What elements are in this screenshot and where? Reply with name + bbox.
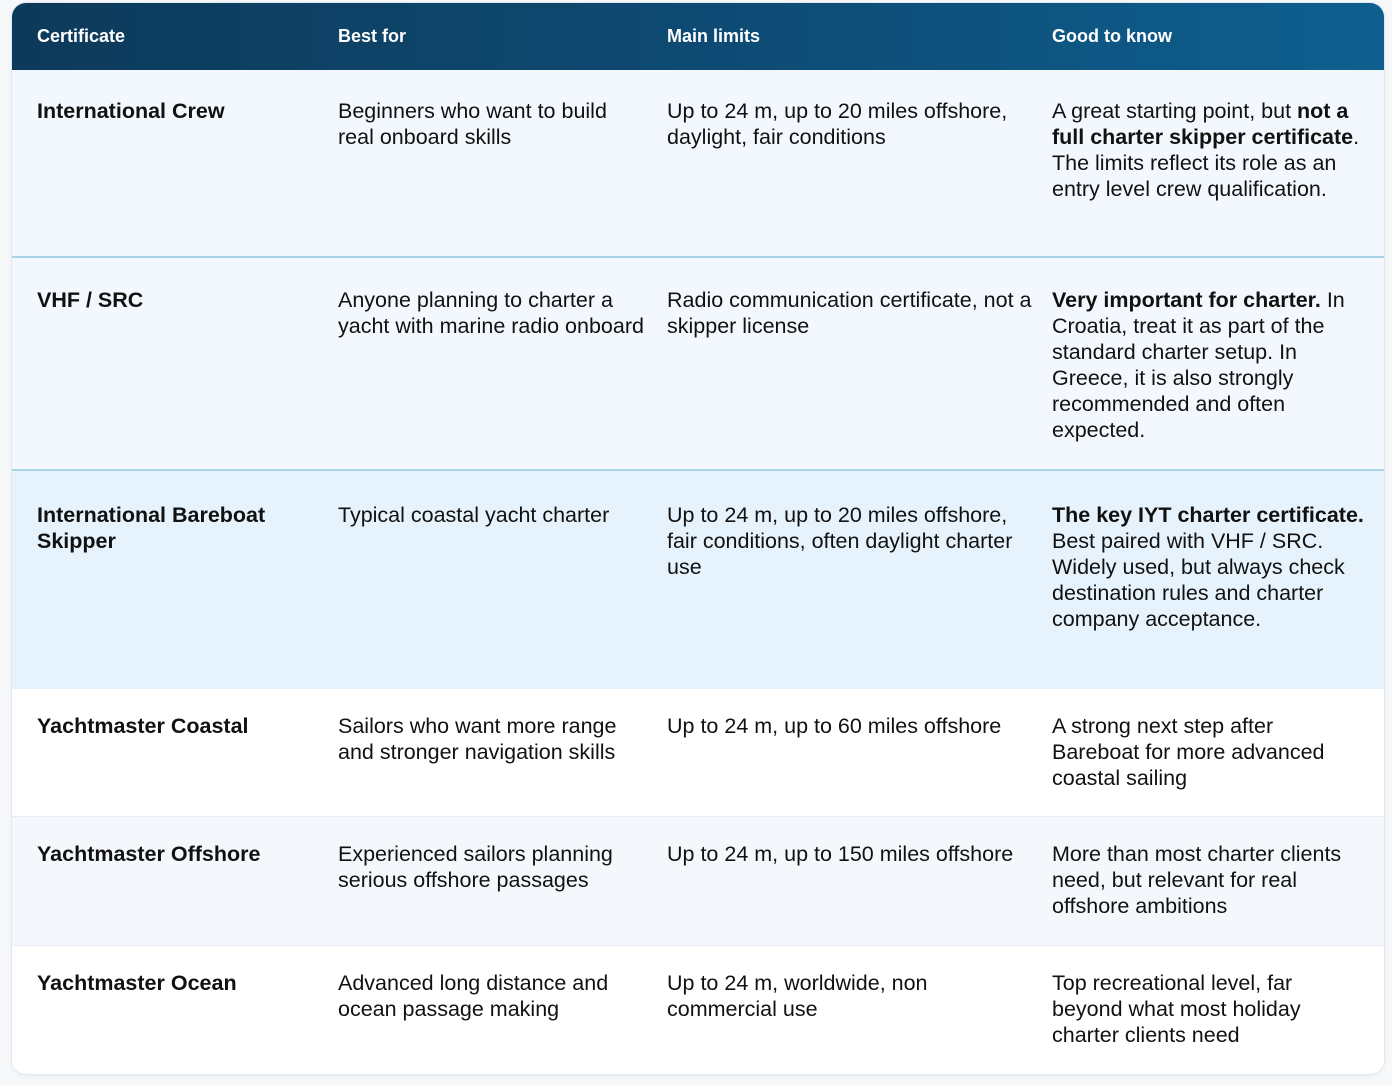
certificate-name: Yachtmaster Coastal — [37, 714, 249, 738]
table-row — [12, 471, 1384, 689]
table-row — [12, 258, 1384, 471]
main-limits-text: Up to 24 m, up to 20 miles offshore, fair conditions, often daylight charter use — [667, 503, 1013, 579]
good-to-know-text — [1052, 287, 1384, 469]
main-limits-text: Up to 24 m, up to 20 miles offshore, daylight, fair conditions — [667, 99, 1008, 149]
certificate-name: VHF / SRC — [37, 288, 144, 312]
main-limits-text: Up to 24 m, up to 60 miles offshore — [667, 714, 1002, 738]
certificate-name: International Crew — [37, 99, 225, 123]
header-certificate: Certificate — [37, 26, 126, 46]
table-row — [12, 946, 1384, 1073]
table-row — [12, 70, 1384, 258]
header-best-for: Best for — [338, 26, 407, 46]
certificate-name: Yachtmaster Ocean — [37, 971, 237, 995]
main-limits-text: Radio communication certificate, not a skipper license — [667, 288, 1032, 338]
best-for-text: Typical coastal yacht charter — [338, 503, 610, 527]
good-to-know-part: A great starting point, but — [1052, 99, 1298, 123]
good-to-know-part: . The limits reflect its role as an entry level crew qualification. — [1052, 125, 1360, 201]
best-for-text: Anyone planning to charter a yacht with marine radio onboard — [338, 288, 644, 338]
table-header-row — [12, 3, 1384, 70]
main-limits-text: Up to 24 m, worldwide, non commercial use — [667, 971, 928, 1021]
table-row — [12, 817, 1384, 946]
certificate-name: International Bareboat Skipper — [37, 503, 266, 553]
good-to-know-text: A strong next step after Bareboat for more advanced coastal sailing — [1052, 714, 1325, 790]
table-row — [12, 689, 1384, 817]
header-good-to-know: Good to know — [1052, 26, 1172, 46]
best-for-text: Beginners who want to build real onboard skills — [338, 99, 607, 149]
good-to-know-part: In Croatia, treat it as part of the standard charter setup. In Greece, it is also strongly recommended and often expected. — [1052, 288, 1345, 442]
good-to-know-text — [1052, 98, 1384, 256]
header-main-limits: Main limits — [667, 26, 761, 46]
good-to-know-text: More than most charter clients need, but relevant for real offshore ambitions — [1052, 842, 1342, 918]
main-limits-text: Up to 24 m, up to 150 miles offshore — [667, 842, 1014, 866]
good-to-know-emphasis: The key IYT charter certificate. — [1052, 503, 1364, 527]
certificate-name: Yachtmaster Offshore — [37, 842, 261, 866]
good-to-know-text: Top recreational level, far beyond what most holiday charter clients need — [1052, 971, 1301, 1047]
good-to-know-text — [1052, 502, 1384, 689]
best-for-text: Sailors who want more range and stronger navigation skills — [338, 714, 617, 764]
good-to-know-emphasis: not a full charter skipper certificate — [1052, 99, 1354, 149]
best-for-text: Experienced sailors planning serious offshore passages — [338, 842, 613, 892]
good-to-know-part: Best paired with VHF / SRC. Widely used, but always check destination rules and charter company acceptance. — [1052, 529, 1345, 631]
best-for-text: Advanced long distance and ocean passage making — [338, 971, 609, 1021]
certificate-comparison-table — [12, 3, 1384, 1074]
good-to-know-emphasis: Very important for charter. — [1052, 288, 1321, 312]
